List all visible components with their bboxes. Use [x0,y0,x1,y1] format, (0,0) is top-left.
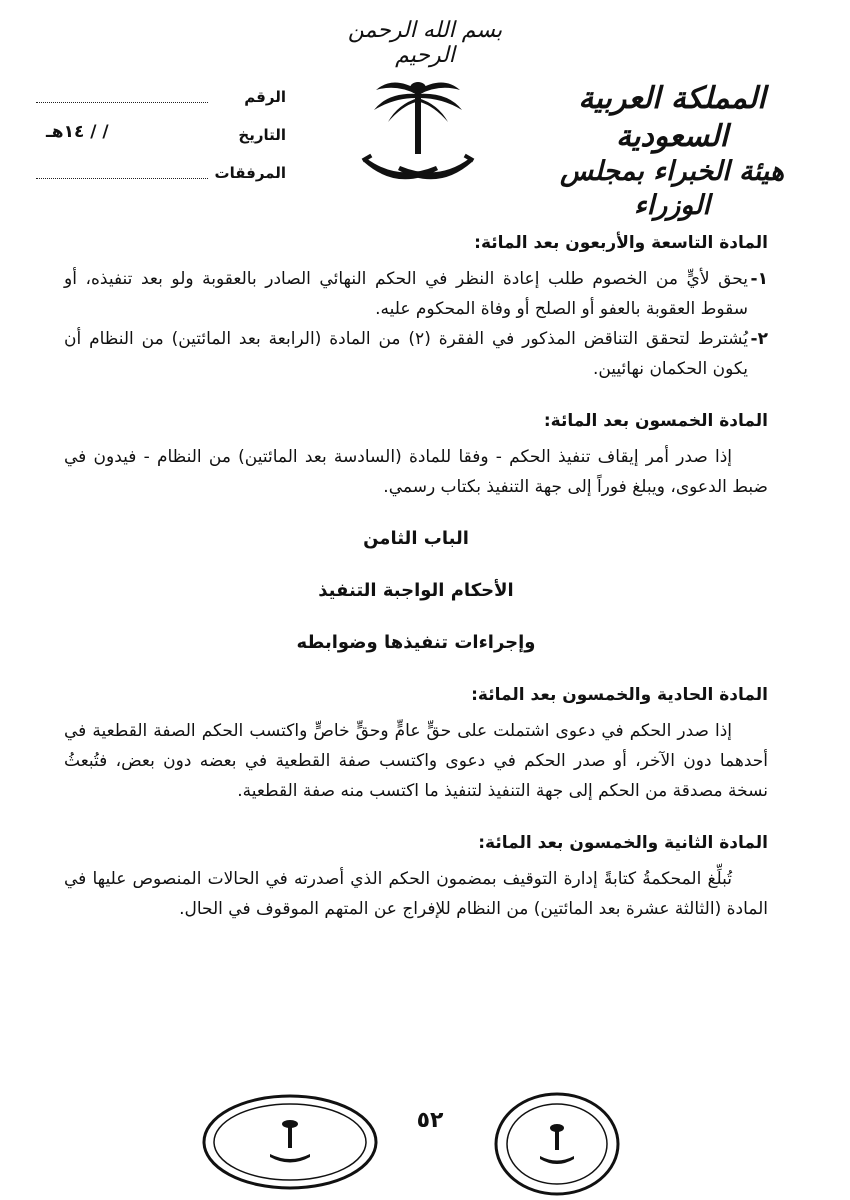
item-number: ٢- [750,329,768,349]
article-150-text: إذا صدر أمر إيقاف تنفيذ الحكم - وفقا للمادة (السادسة بعد المائتين) من النظام - فيدون في ضبط الدعوى، ويبلغ فوراً إلى جهة التنفيذ بكتاب رسمي. [64,447,768,497]
chapter-subtitle: الأحكام الواجبة التنفيذ [318,580,514,601]
attachments-line [36,178,208,179]
authority-name: هيئة الخبراء بمجلس الوزراء [559,156,785,221]
item-text: يُشترط لتحقق التناقض المذكور في الفقرة (٢) من المادة (الرابعة بعد المائتين) من النظام أن يكون الحكمان نهائيين. [64,329,748,379]
article-152-heading: المادة الثانية والخمسون بعد المائة: [478,833,768,853]
chapter-title: الباب الثامن [363,528,469,549]
document-body [64,228,768,924]
chapter-subtitle-2: وإجراءات تنفيذها وضوابطه [296,632,536,653]
letterhead-title [522,80,822,223]
date-value: / / ١٤هـ [46,122,109,142]
official-seal-icon [200,1092,380,1192]
ref-number-line [36,102,208,103]
page-number: ٥٢ [416,1108,444,1133]
date-row [36,120,286,158]
ref-number-label: الرقم [244,88,286,106]
kingdom-name: المملكة العربية السعودية [578,81,766,154]
official-seal-icon [492,1090,622,1198]
saudi-emblem-icon [358,70,478,200]
item-text: يحق لأيٍّ من الخصوم طلب إعادة النظر في الحكم النهائي الصادر بالعقوبة ولو بعد تنفيذه، أو سقوط العقوبة بالعفو أو الصلح أو وفاة المحكوم عليه. [64,269,748,319]
attachments-label: المرفقات [214,164,286,182]
attachments-row [36,158,286,196]
basmala: بسم الله الرحمن الرحيم [347,18,503,68]
article-151-text: إذا صدر الحكم في دعوى اشتملت على حقٍّ عامٍّ وحقٍّ خاصٍّ واكتسب الحكم الصفة القطعية في أحدهما دون الآخر، أو صدر الحكم في دعوى واكتسب صفة القطعية في بعضه دون بعض، فتُبعثُ نسخة مصدقة من الحكم إلى جهة التنفيذ لتنفيذ ما اكتسب منه صفة القطعية. [64,721,768,801]
article-151-heading: المادة الحادية والخمسون بعد المائة: [471,685,768,705]
article-150-heading: المادة الخمسون بعد المائة: [543,411,768,431]
reference-block [36,82,286,196]
article-149-item-2 [64,324,768,384]
item-number: ١- [750,269,768,289]
article-149-heading: المادة التاسعة والأربعون بعد المائة: [474,233,768,253]
article-152-text: تُبلِّغ المحكمةُ كتابةً إدارة التوقيف بمضمون الحكم الذي أصدرته في الحالات المنصوص عليها في المادة (الثالثة عشرة بعد المائتين) من النظام للإفراج عن المتهم الموقوف في الحال. [64,869,768,919]
article-149-item-1 [64,264,768,324]
ref-number-row [36,82,286,120]
date-label: التاريخ [238,126,286,144]
